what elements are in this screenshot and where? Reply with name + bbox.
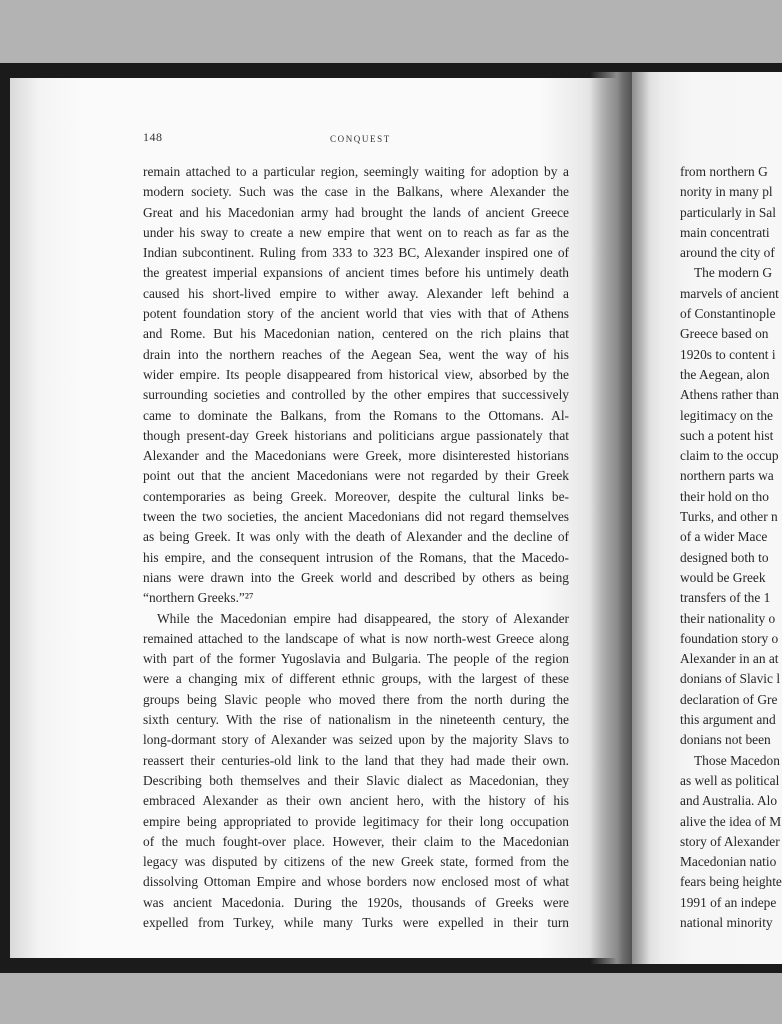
text-line: Describing both themselves and their Slavic dialect as Macedonian, they xyxy=(143,772,569,788)
text-line: The modern G xyxy=(694,265,773,281)
book-gutter-shadow xyxy=(590,72,650,964)
text-line: Those Macedon xyxy=(694,752,780,768)
left-page-text xyxy=(143,162,569,933)
text-line: remained attached to the landscape of what is now north-west Greece along xyxy=(143,630,569,646)
text-line: empire being appropriated to provide legitimacy for their long occupation xyxy=(143,813,569,829)
text-line: tween the two societies, the ancient Macedonians did not regard themselves xyxy=(143,509,569,525)
text-line: potent foundation story of the ancient world that vies with that of Athens xyxy=(143,306,569,322)
text-line: were a changing mix of different ethnic groups, with the largest of these xyxy=(143,671,569,687)
text-line: northern parts wa xyxy=(680,468,774,484)
text-line: donians not been xyxy=(680,732,771,748)
text-line: long-dormant story of Alexander was seized upon by the majority Slavs to xyxy=(143,732,569,748)
text-line: surrounding societies and controlled by the other empires that successively xyxy=(143,387,569,403)
running-head: CONQUEST xyxy=(330,134,391,144)
text-line: around the city of xyxy=(680,245,775,261)
text-line: wider empire. Its people disappeared from historical view, absorbed by the xyxy=(143,366,569,382)
text-line: Macedonian natio xyxy=(680,854,777,870)
text-line: story of Alexander xyxy=(680,833,780,849)
text-line: alive the idea of M xyxy=(680,813,782,829)
text-line: 1920s to content i xyxy=(680,346,776,362)
text-line: declaration of Gre xyxy=(680,691,778,707)
text-line: from northern G xyxy=(680,164,768,179)
text-line: designed both to xyxy=(680,549,769,565)
page-number: 148 xyxy=(143,130,163,144)
text-line: the Aegean, alon xyxy=(680,366,770,382)
text-line: sixth century. With the rise of nationalism in the nineteenth century, the xyxy=(143,712,569,728)
text-line: this argument and xyxy=(680,712,776,728)
text-line: such a potent hist xyxy=(680,427,774,443)
text-line: particularly in Sal xyxy=(680,204,776,220)
text-line: their hold on tho xyxy=(680,488,769,504)
text-line: claim to the occup xyxy=(680,448,779,464)
text-line: came to dominate the Balkans, from the Romans to the Ottomans. Al- xyxy=(143,407,569,423)
text-line: fears being heighte xyxy=(680,874,782,890)
right-page-text xyxy=(680,162,782,933)
text-line: dissolving Ottoman Empire and whose borders now enclosed most of what xyxy=(143,874,569,890)
text-line: While the Macedonian empire had disappeared, the story of Alexander xyxy=(157,610,569,626)
text-line: Turks, and other n xyxy=(680,509,778,525)
text-line: of Constantinople xyxy=(680,306,776,322)
text-line: foundation story o xyxy=(680,630,779,646)
text-line: Alexander in an at xyxy=(680,651,779,667)
text-line: Indian subcontinent. Ruling from 333 to 323 BC, Alexander inspired one of xyxy=(143,245,569,261)
text-line: Greece based on xyxy=(680,326,769,342)
text-line: his empire, and the consequent intrusion of the Romans, that the Macedo- xyxy=(143,549,569,565)
text-line: drain into the northern reaches of the Aegean Sea, went the way of his xyxy=(143,346,569,362)
text-line: their nationality o xyxy=(680,610,776,626)
text-line: main concentrati xyxy=(680,224,770,240)
text-line: caused his short-lived empire to wither away. Alexander left behind a xyxy=(143,285,569,301)
text-line: nians were drawn into the Greek world and described by others as being xyxy=(143,569,569,585)
text-line: as being Greek. It was only with the death of Alexander and the decline of xyxy=(143,529,569,545)
text-line: groups being Slavic people who moved there from the north during the xyxy=(143,691,569,707)
text-line: reassert their centuries-old link to the land that they had made their own. xyxy=(143,752,569,768)
text-line: and Australia. Alo xyxy=(680,793,778,809)
text-line: transfers of the 1 xyxy=(680,590,771,606)
text-line: donians of Slavic l xyxy=(680,671,781,687)
text-line: marvels of ancient xyxy=(680,285,779,301)
text-line: though present-day Greek historians and politicians argue passionately that xyxy=(143,427,569,443)
text-line: under his sway to create a new empire that went on to reach as far as the xyxy=(143,224,569,240)
text-line: Athens rather than xyxy=(680,387,779,403)
text-line: legitimacy on the xyxy=(680,407,773,423)
text-line: national minority xyxy=(680,914,773,930)
text-line: point out that the ancient Macedonians were not regarded by their Greek xyxy=(143,468,569,484)
text-line: would be Greek xyxy=(680,569,766,585)
text-line: of the much fought-over place. However, their claim to the Macedonian xyxy=(143,833,569,849)
text-line: legacy was disputed by citizens of the new Greek state, formed from the xyxy=(143,854,569,870)
text-line: was ancient Macedonia. During the 1920s, thousands of Greeks were xyxy=(143,894,569,910)
text-line: the greatest imperial expansions of ancient times before his untimely death xyxy=(143,265,569,281)
text-line: with part of the former Yugoslavia and Bulgaria. The people of the region xyxy=(143,651,569,667)
text-line: Great and his Macedonian army had brought the lands of ancient Greece xyxy=(143,204,569,220)
text-line: remain attached to a particular region, seemingly waiting for adoption by a xyxy=(143,164,569,179)
text-line: modern society. Such was the case in the Balkans, where Alexander the xyxy=(143,184,569,200)
text-line: and Rome. But his Macedonian nation, centered on the rich plains that xyxy=(143,326,569,342)
text-line: as well as political xyxy=(680,772,780,788)
text-line: expelled from Turkey, while many Turks were expelled in their turn xyxy=(143,914,569,930)
text-line: of a wider Mace xyxy=(680,529,768,545)
text-line: Alexander and the Macedonians were Greek, more disinterested historians xyxy=(143,448,569,464)
text-line: contemporaries as being Greek. Moreover, despite the cultural links be- xyxy=(143,488,569,504)
text-line: nority in many pl xyxy=(680,184,773,200)
text-line: embraced Alexander as their own ancient hero, with the history of his xyxy=(143,793,569,809)
text-line: 1991 of an indepe xyxy=(680,894,777,910)
text-line: “northern Greeks.”²⁷ xyxy=(143,590,254,606)
